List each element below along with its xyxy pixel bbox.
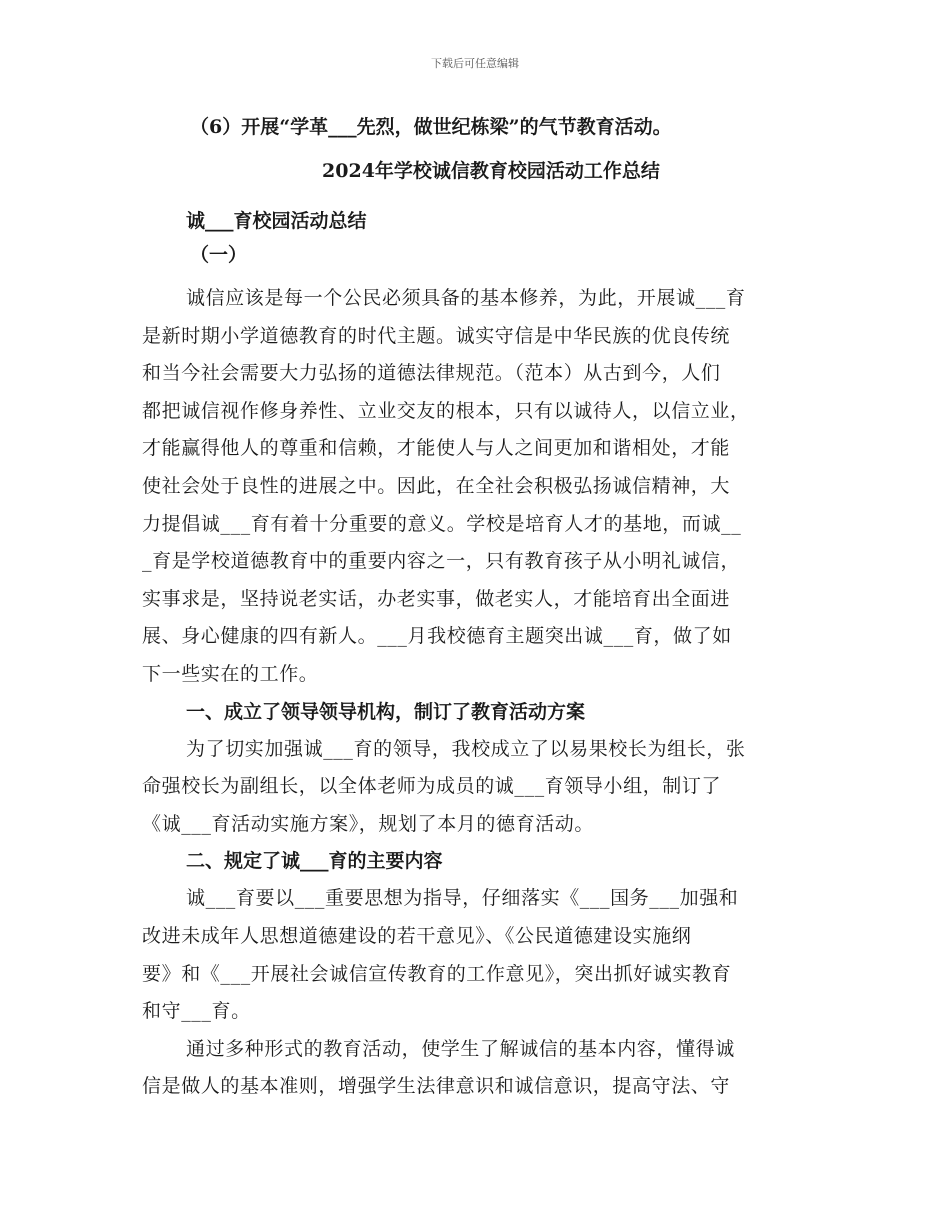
text-line: 展、身心健康的四有新人。___月我校德育主题突出诚___育，做了如 [142,625,732,648]
text-line: _育是学校道德教育中的重要内容之一，只有教育孩子从小明礼诚信， [142,550,741,573]
text-line: 《诚___育活动实施方案》，规划了本月的德育活动。 [142,812,595,835]
document-title: 2024年学校诚信教育校园活动工作总结 [322,160,660,182]
section-heading-2: 二、规定了诚___育的主要内容 [186,850,443,873]
intro-line: （6）开展“学革___先烈，做世纪栋梁”的气节教育活动。 [190,116,672,138]
text-line: 都把诚信视作修身养性、立业交友的根本，只有以诚待人，以信立业， [142,399,750,422]
text-line: 实事求是，坚持说老实话，办老实事，做老实人，才能培育出全面进 [142,587,731,610]
paragraph-3 [142,880,810,1030]
text-line: 诚信应该是每一个公民必须具备的基本修养，为此，开展诚___育 [186,287,746,309]
text-line: 诚___育要以___重要思想为指导，仔细落实《___国务___加强和 [186,887,739,910]
page-header-note: 下载后可任意编辑 [431,57,519,70]
document-body [142,112,810,1106]
paragraph-4 [142,1031,810,1106]
text-line: 要》和《___开展社会诚信宣传教育的工作意见》，突出抓好诚实教育 [142,962,732,985]
text-line: 才能赢得他人的尊重和信赖，才能使人与人之间更加和谐相处，才能 [142,437,731,460]
text-line: 力提倡诚___育有着十分重要的意义。学校是培育人才的基地，而诚__ [142,512,742,535]
text-line: 使社会处于良性的进展之中。因此，在全社会积极弘扬诚信精神，大 [142,474,731,497]
paragraph-1 [142,280,810,694]
text-line: 通过多种形式的教育活动，使学生了解诚信的基本内容，懂得诚 [186,1037,735,1060]
text-line: 命强校长为副组长，以全体老师为成员的诚___育领导小组，制订了 [142,775,722,798]
text-line: 为了切实加强诚___育的领导，我校成立了以易果校长为组长，张 [186,737,746,760]
section-heading: 诚___育校园活动总结 [186,210,367,232]
subheading-one: （一） [190,244,248,266]
text-line: 和守___育。 [142,1000,251,1023]
section-heading-1: 一、成立了领导领导机构，制订了教育活动方案 [186,700,586,723]
text-line: 是新时期小学道德教育的时代主题。诚实守信是中华民族的优良传统 [142,324,731,347]
text-line: 和当今社会需要大力弘扬的道德法律规范。（范本）从古到今，人们 [142,362,721,385]
text-line: 信是做人的基本准则，增强学生法律意识和诚信意识，提高守法、守 [142,1075,731,1098]
text-line: 下一些实在的工作。 [142,662,319,685]
paragraph-2 [142,731,810,844]
text-line: 改进未成年人思想道德建设的若干意见》、《公民道德建设实施纲 [142,924,692,947]
